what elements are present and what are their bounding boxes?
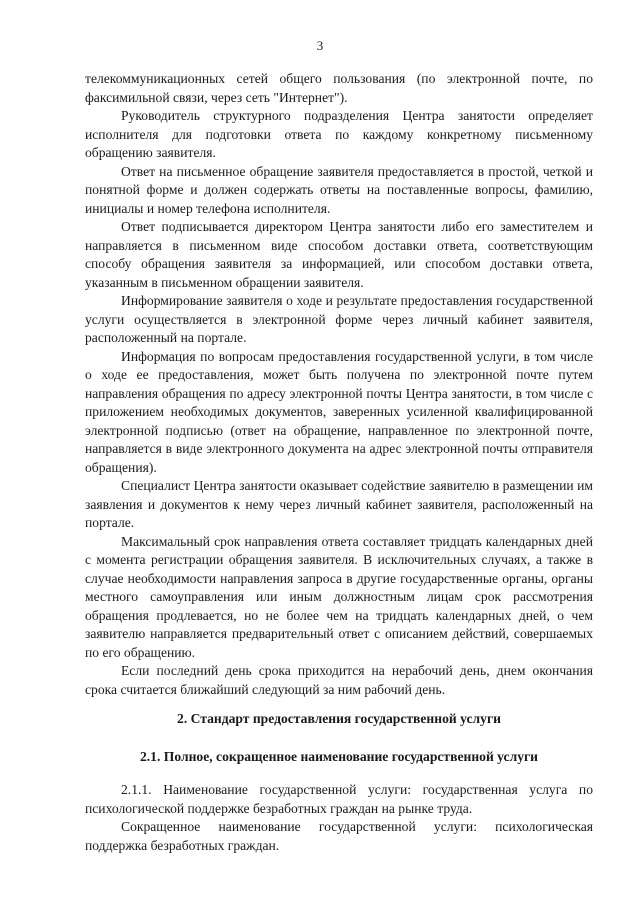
paragraph: телекоммуникационных сетей общего пользования (по электронной почте, по факсимильной связи, через сеть "Интернет").: [85, 71, 593, 105]
paragraph: Информация по вопросам предоставления государственной услуги, в том числе о ходе ее предоставления, может быть получена по электронной почте путем направления обращения по адресу электронной почты Центра занятости, в том числе с приложением необходимых документов, заверенных усиленной квалифицированной электронной подписью (ответ на обращение, направленное по электронной почте, направляется в виде электронного документа на адрес электронной почты отправителя обращения).: [85, 348, 593, 475]
paragraph: Ответ подписывается директором Центра занятости либо его заместителем и направляется в письменном виде способом доставки ответа, соответствующим способу обращения заявителя за информацией, или способом доставки ответа, указанным в письменном обращении заявителя.: [85, 219, 593, 290]
paragraph: Руководитель структурного подразделения Центра занятости определяет исполнителя для подготовки ответа по каждому конкретному письменному обращению заявителя.: [85, 108, 593, 160]
paragraph: Ответ на письменное обращение заявителя предоставляется в простой, четкой и понятной форме и должен содержать ответы на поставленные вопросы, фамилию, инициалы и номер телефона исполнителя.: [85, 163, 593, 216]
paragraph: Если последний день срока приходится на нерабочий день, днем окончания срока считается ближайший следующий за ним рабочий день.: [85, 663, 593, 697]
paragraph: Сокращенное наименование государственной услуги: психологическая поддержка безработных граждан.: [85, 819, 593, 853]
paragraphs-after: [85, 781, 593, 855]
document-body: [85, 70, 593, 855]
paragraph: Максимальный срок направления ответа составляет тридцать календарных дней с момента регистрации обращения заявителя. В исключительных случаях, а также в случае необходимости направления запроса в другие государственные органы, органы местного самоуправления или иным должностным лицам срок рассмотрения обращения продлевается, но не более чем на тридцать календарных дней, о чем заявителю направляется предварительный ответ с описанием действий, совершаемых по его обращению.: [85, 533, 593, 660]
page-number: 3: [316, 38, 324, 53]
section-heading: 2. Стандарт предоставления государственной услуги: [177, 711, 501, 726]
paragraphs-before: [85, 70, 593, 699]
subsection-heading: 2.1. Полное, сокращенное наименование государственной услуги: [139, 748, 539, 764]
paragraph: Специалист Центра занятости оказывает содействие заявителю в размещении им заявления и документов к нему через личный кабинет заявителя, расположенный на портале.: [85, 478, 593, 530]
paragraph: Информирование заявителя о ходе и результате предоставления государственной услуги осуществляется в электронной форме через личный кабинет заявителя, расположенный на портале.: [85, 293, 593, 345]
paragraph: 2.1.1. Наименование государственной услуги: государственная услуга по психологической поддержке безработных граждан на рынке труда.: [85, 782, 593, 816]
